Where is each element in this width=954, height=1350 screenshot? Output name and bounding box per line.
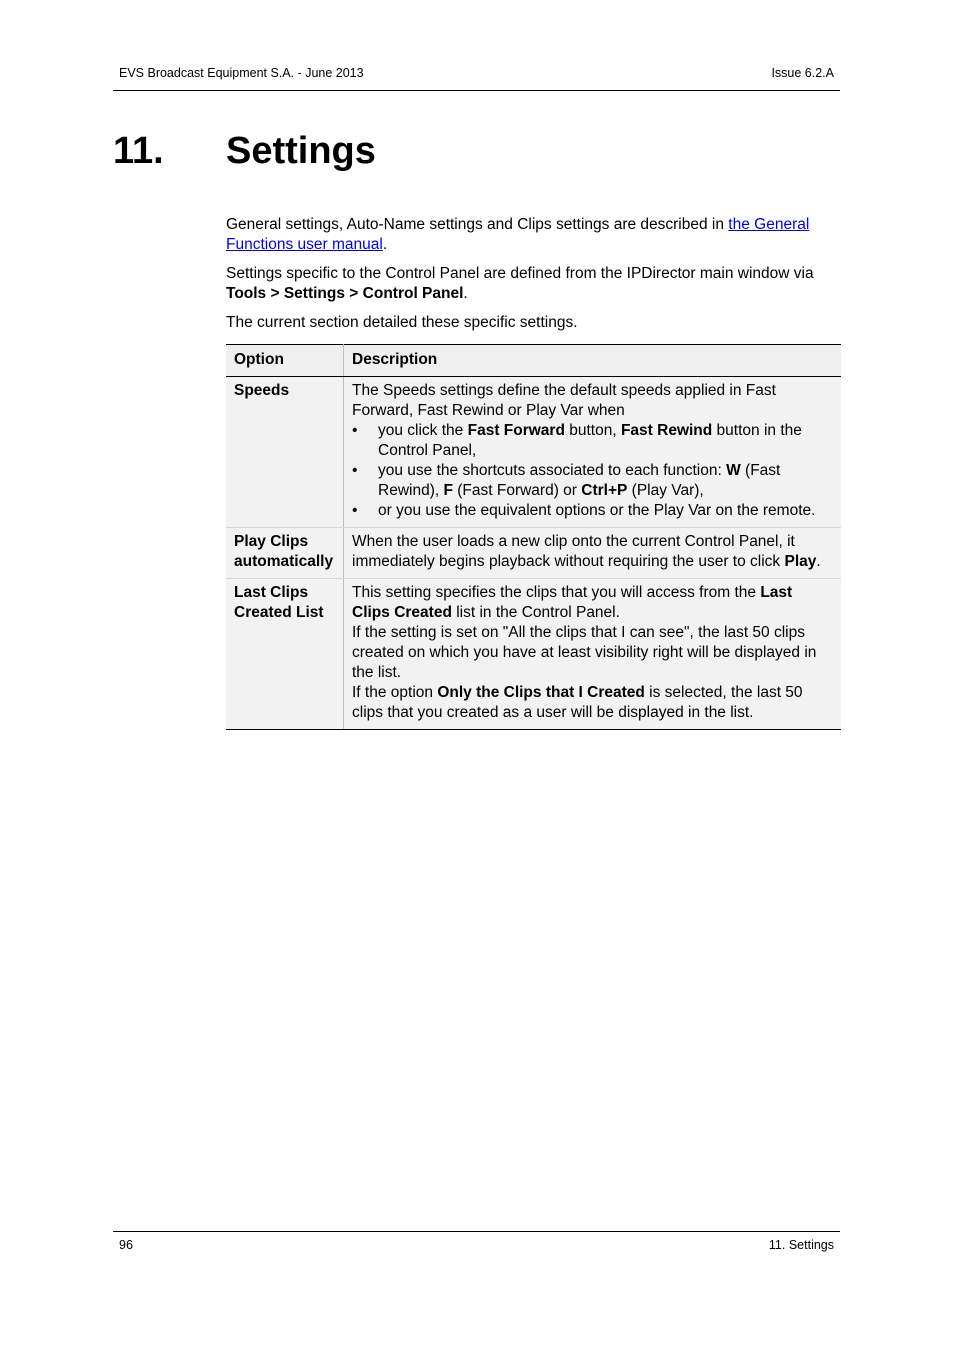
page-footer [113, 1231, 840, 1252]
intro-end: . [382, 236, 388, 253]
settings-table [226, 344, 841, 730]
bullet-text: (Fast Forward) or [452, 482, 582, 499]
page-header [113, 64, 840, 91]
list-item [352, 421, 833, 461]
cell-bold: Last Clips Created [352, 584, 793, 621]
list-item [352, 501, 833, 521]
bullet-text: you click the [378, 422, 468, 439]
cell-text: . [816, 553, 821, 570]
speeds-bullet-list [352, 421, 833, 521]
table-row [226, 528, 841, 579]
list-item [352, 461, 833, 501]
description-last-clips [344, 579, 842, 730]
bullet-text: (Fast Rewind), [378, 462, 781, 499]
description-speeds [344, 377, 842, 528]
settings-path-paragraph [226, 264, 826, 304]
cell-text: is selected, the last 50 clips that you created as a user will be displayed in the list. [352, 684, 803, 721]
chapter-number: 11. [113, 130, 164, 172]
cell-text: list in the Control Panel. [451, 604, 620, 621]
table-row [226, 579, 841, 730]
bullet-icon: • [352, 462, 358, 479]
intro-paragraph [226, 215, 826, 255]
bullet-icon: • [352, 502, 358, 519]
settings-path-end: . [463, 285, 468, 302]
bullet-bold: W [726, 462, 741, 479]
cell-text: This setting specifies the clips that you will access from the [352, 584, 761, 601]
settings-menu-path: Tools > Settings > Control Panel [226, 285, 464, 302]
header-issue: Issue 6.2.A [771, 66, 834, 80]
last-clips-line-1 [352, 583, 833, 623]
table-row [226, 377, 841, 528]
settings-path-text: Settings specific to the Control Panel are defined from the IPDirector main window via [226, 265, 814, 282]
description-play-clips [344, 528, 842, 579]
option-speeds: Speeds [226, 377, 344, 528]
general-functions-manual-link[interactable]: the General Functions user manual [226, 216, 810, 253]
option-play-clips: Play Clips automatically [226, 528, 344, 579]
bullet-bold: F [443, 482, 453, 499]
footer-section: 11. Settings [768, 1238, 834, 1252]
bullet-bold: Fast Rewind [620, 422, 713, 439]
cell-bold: Only the Clips that I Created [437, 684, 645, 701]
bullet-text: (Play Var), [627, 482, 704, 499]
option-column-header: Option [226, 345, 344, 377]
section-description: The current section detailed these specific settings. [226, 314, 578, 331]
bullet-icon: • [352, 422, 358, 439]
option-last-clips: Last Clips Created List [226, 579, 344, 730]
last-clips-line-2: If the setting is set on "All the clips that I can see", the last 50 clips created on which you have at least visibility right will be displayed in the list. [352, 624, 817, 681]
description-column-header: Description [344, 345, 842, 377]
bullet-text: or you use the equivalent options or the Play Var on the remote. [378, 502, 816, 519]
page-number: 96 [119, 1238, 133, 1252]
bullet-bold: Ctrl+P [581, 482, 628, 499]
table-header-row [226, 345, 841, 377]
header-publisher: EVS Broadcast Equipment S.A. - June 2013 [119, 66, 364, 80]
bullet-bold: Fast Forward [467, 422, 565, 439]
intro-text: General settings, Auto-Name settings and Clips settings are described in [226, 216, 729, 233]
cell-text: When the user loads a new clip onto the current Control Panel, it immediately begins playback without requiring the user to click [352, 533, 795, 570]
cell-text: If the option [352, 684, 438, 701]
last-clips-line-3 [352, 683, 833, 723]
speeds-intro: The Speeds settings define the default speeds applied in Fast Forward, Fast Rewind or Play Var when [352, 382, 776, 419]
bullet-text: you use the shortcuts associated to each function: [378, 462, 727, 479]
chapter-title: Settings [226, 130, 376, 172]
bullet-text: button, [564, 422, 621, 439]
cell-bold: Play [784, 553, 817, 570]
bullet-text: button in the Control Panel, [378, 422, 802, 459]
